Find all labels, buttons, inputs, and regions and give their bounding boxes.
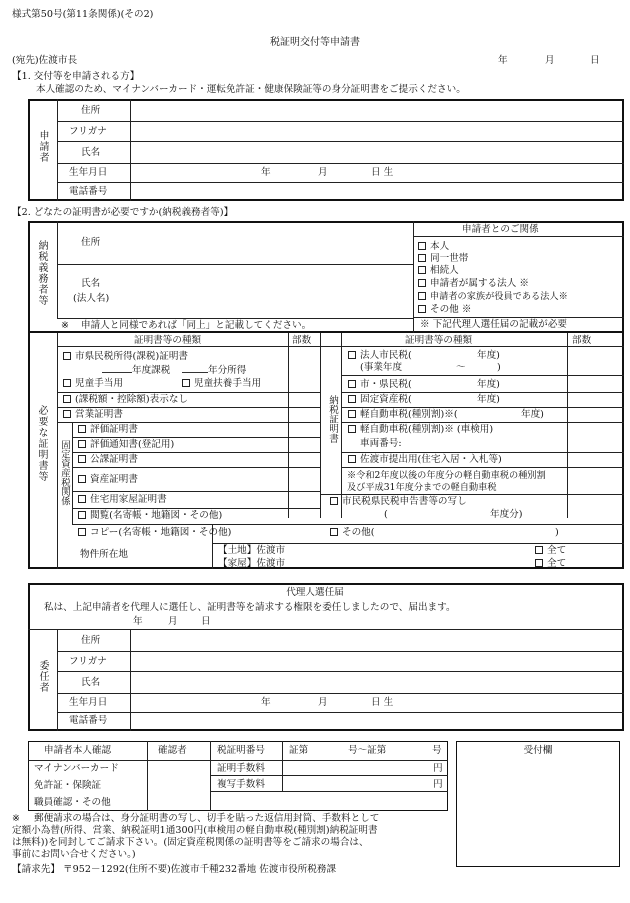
birth-day-label: 日 生 xyxy=(371,167,394,178)
addressee: (宛先)佐渡市長 xyxy=(12,55,78,66)
taxpayer-name-field[interactable] xyxy=(132,266,410,316)
footer-mark: ※ xyxy=(12,813,21,824)
checkbox[interactable] xyxy=(418,279,426,287)
relation-corp[interactable]: 申請者が属する法人 ※ xyxy=(418,278,529,290)
fixed-copy[interactable]: コピー(名寄帳・地籍図・その他) xyxy=(78,527,231,539)
fee-cert-label: 証明手数料 xyxy=(217,763,265,774)
date-year-label: 年 xyxy=(498,55,508,66)
applicant-name-field[interactable] xyxy=(132,143,620,162)
relation-self[interactable]: 本人 xyxy=(418,241,449,253)
fixed-housing-cert[interactable]: 住宅用家屋証明書 xyxy=(78,494,167,506)
date-day-label: 日 xyxy=(590,55,600,66)
reception-label: 受付欄 xyxy=(523,745,553,756)
fixed-browse[interactable]: 閲覧(名寄帳・地籍図・その他) xyxy=(78,510,222,522)
cert-no-header: 税証明番号 xyxy=(217,745,265,756)
proxy-birth-year: 年 xyxy=(261,697,271,708)
checkbox[interactable] xyxy=(418,254,426,262)
cert-range-3: 号 xyxy=(432,745,442,756)
checkbox[interactable] xyxy=(78,440,86,448)
applicant-name-label: 氏名 xyxy=(81,147,101,158)
taxpayer-note-mark: ※ xyxy=(61,320,70,331)
section2-heading: 【2. どなたの証明書が必要ですか(納税義務者等)】 xyxy=(12,207,234,218)
taxpayer-note: 申請人と同様であれば「同上」と記載してください。 xyxy=(81,320,312,331)
certs-count-header-left: 部数 xyxy=(292,335,312,346)
child-allowance[interactable]: 児童手当用 xyxy=(63,378,123,390)
checkbox[interactable] xyxy=(78,425,86,433)
fee-cert-yen: 円 xyxy=(433,763,443,774)
checkbox[interactable] xyxy=(78,495,86,503)
id-note: 本人確認のため、マイナンバーカード・運転免許証・健康保険証等の身分証明書をご提示ください。 xyxy=(36,84,466,95)
checkbox[interactable] xyxy=(348,351,356,359)
delegator-birth-label: 生年月日 xyxy=(69,697,108,708)
fixed-asset-cert[interactable]: 資産証明書 xyxy=(78,474,138,486)
checkbox[interactable] xyxy=(418,292,426,300)
relation-header: 申請者とのご関係 xyxy=(462,224,539,235)
applicant-furigana-field[interactable] xyxy=(132,123,620,140)
reiwa-note-2: 及び平成31年度分までの軽自動車税 xyxy=(347,482,497,493)
light-tax-year: 年度) xyxy=(521,409,544,420)
form-title: 税証明交付等申請書 xyxy=(270,37,360,48)
other-cert[interactable]: その他( xyxy=(330,527,375,539)
delegator-address-label: 住所 xyxy=(81,635,101,646)
applicant-group-label: 申請者 xyxy=(37,130,48,163)
other-close: ) xyxy=(555,527,559,538)
reception-box xyxy=(456,741,620,867)
business-tilde: ～ xyxy=(456,362,466,373)
applicant-phone-label: 電話番号 xyxy=(69,186,108,197)
certs-group-label: 必要な証明書等 xyxy=(36,405,47,482)
fixed-tax[interactable]: 固定資産税( xyxy=(348,394,412,406)
reiwa-note-1: ※令和2年度以後の年度分の軽自動車税の種別割 xyxy=(347,470,546,481)
income-year-income: 年分所得 xyxy=(182,365,246,377)
sado-submit[interactable]: 佐渡市提出用(住宅入居・入札等) xyxy=(348,454,502,466)
checkbox[interactable] xyxy=(330,528,338,536)
checkbox[interactable] xyxy=(535,546,543,554)
light-tax[interactable]: 軽自動車税(種別割)※( xyxy=(348,409,458,421)
delegator-furigana-field[interactable] xyxy=(132,653,620,670)
confirmer-header: 確認者 xyxy=(158,745,187,756)
proxy-birth-day: 日 生 xyxy=(371,697,394,708)
fee-copy-label: 複写手数料 xyxy=(217,779,265,790)
footer-line-2: 定額小為替(所得、営業、納税証明1通300円(車検用の軽自動車税(種別割)納税証明書 xyxy=(12,825,378,836)
delegator-phone-field[interactable] xyxy=(132,714,620,729)
birth-year-label: 年 xyxy=(261,167,271,178)
checkbox[interactable] xyxy=(78,455,86,463)
checkbox[interactable] xyxy=(535,559,543,567)
proxy-year-label: 年 xyxy=(133,616,143,627)
applicant-birth-label: 生年月日 xyxy=(69,167,108,178)
checkbox[interactable] xyxy=(182,379,190,387)
section1-heading: 【1. 交付等を申請される方】 xyxy=(12,71,140,82)
applicant-address-label: 住所 xyxy=(81,105,101,116)
no-amount[interactable]: (課税額・控除額)表示なし xyxy=(63,394,188,406)
relation-family-corp[interactable]: 申請者の家族が役員である法人※ xyxy=(418,291,568,303)
id-item-mynumber: マイナンバーカード xyxy=(34,763,119,774)
relation-household[interactable]: 同一世帯 xyxy=(418,253,468,265)
id-item-license: 免許証・保険証 xyxy=(34,780,102,791)
light-tax-inspection[interactable]: 軽自動車税(種別割)※ (車検用) xyxy=(348,424,493,436)
declaration-copy[interactable]: 市民税県民税申告書等の写し xyxy=(330,496,467,508)
proxy-birth-month: 月 xyxy=(318,697,328,708)
proxy-statement: 私は、上記申請者を代理人に選任し、証明書等を請求する権限を委任しましたので、届出ます。 xyxy=(44,602,456,613)
checkbox[interactable] xyxy=(78,528,86,536)
business-close: ) xyxy=(497,362,501,373)
checkbox[interactable] xyxy=(78,475,86,483)
taxpayer-name-label: 氏名 xyxy=(81,278,101,289)
fixed-asset-label: 固定資産税関係 xyxy=(59,440,70,506)
income-year-tax: 年度課税 xyxy=(102,365,170,377)
checkbox[interactable] xyxy=(63,352,71,360)
certs-type-header-left: 証明書等の種類 xyxy=(134,335,202,346)
checkbox[interactable] xyxy=(348,410,356,418)
footer-line-4: 事前にお問い合せください。) xyxy=(12,849,136,860)
taxpayer-corp-label: (法人名) xyxy=(73,293,110,304)
certs-count-header-right: 部数 xyxy=(572,335,592,346)
income-cert[interactable]: 市県民税所得(課税)証明書 xyxy=(63,351,188,363)
applicant-address-field[interactable] xyxy=(132,101,620,120)
checkbox[interactable] xyxy=(78,511,86,519)
corp-tax[interactable]: 法人市民税( xyxy=(348,350,412,362)
location-land: 【土地】佐渡市 xyxy=(218,545,286,556)
checkbox[interactable] xyxy=(348,425,356,433)
id-check-header: 申請者本人確認 xyxy=(44,745,112,756)
delegator-phone-label: 電話番号 xyxy=(69,715,108,726)
checkbox[interactable] xyxy=(348,395,356,403)
proxy-title: 代理人選任届 xyxy=(286,587,344,598)
checkbox[interactable] xyxy=(418,305,426,313)
checkbox[interactable] xyxy=(418,266,426,274)
checkbox[interactable] xyxy=(63,395,71,403)
vehicle-number: 車両番号: xyxy=(360,438,402,449)
taxpayer-group-label: 納税義務者等 xyxy=(36,240,47,306)
delegator-address-field[interactable] xyxy=(132,631,620,650)
declaration-open: ( xyxy=(384,509,388,520)
proxy-day-label: 日 xyxy=(201,616,211,627)
checkbox[interactable] xyxy=(418,242,426,250)
business-cert[interactable]: 営業証明書 xyxy=(63,409,123,421)
relation-note: ※ 下記代理人選任届の記載が必要 xyxy=(420,319,567,330)
date-month-label: 月 xyxy=(545,55,555,66)
delegator-name-label: 氏名 xyxy=(81,677,101,688)
child-support[interactable]: 児童扶養手当用 xyxy=(182,378,261,390)
relation-other[interactable]: その他 ※ xyxy=(418,304,471,316)
declaration-year: 年度分) xyxy=(490,509,523,520)
land-all[interactable]: 全て xyxy=(535,545,566,557)
location-house: 【家屋】佐渡市 xyxy=(218,558,286,569)
delegator-name-field[interactable] xyxy=(132,673,620,692)
business-year: (事業年度 xyxy=(360,362,403,373)
house-all[interactable]: 全て xyxy=(535,558,566,570)
applicant-furigana-label: フリガナ xyxy=(69,126,107,137)
city-tax-year: 年度) xyxy=(477,379,500,390)
checkbox[interactable] xyxy=(330,497,338,505)
cert-range-1: 証第 xyxy=(289,745,309,756)
location-label: 物件所在地 xyxy=(80,549,128,560)
form-number: 様式第50号(第11条関係)(その2) xyxy=(12,9,154,20)
applicant-phone-field[interactable] xyxy=(132,184,620,199)
checkbox[interactable] xyxy=(63,410,71,418)
id-item-staff: 職員確認・その他 xyxy=(34,797,111,808)
taxpayer-address-field[interactable] xyxy=(132,224,410,262)
footer-line-3: は無料))を同封してご請求下さい。(固定資産税関係の証明書等をご請求の場合は、 xyxy=(12,837,369,848)
request-address: 【請求先】 〒952－1292(住所不要)佐渡市千種232番地 佐渡市役所税務課 xyxy=(12,864,337,875)
birth-month-label: 月 xyxy=(318,167,328,178)
fixed-eval-notice[interactable]: 評価通知書(登記用) xyxy=(78,439,174,451)
checkbox[interactable] xyxy=(348,455,356,463)
city-tax[interactable]: 市・県民税( xyxy=(348,379,412,391)
fixed-eval-cert[interactable]: 評価証明書 xyxy=(78,424,138,436)
checkbox[interactable] xyxy=(348,380,356,388)
certs-type-header-right: 証明書等の種類 xyxy=(405,335,473,346)
footer-line-1: 郵便請求の場合は、身分証明書の写し、切手を貼った返信用封筒、手数料として xyxy=(34,813,380,824)
taxpayer-address-label: 住所 xyxy=(81,237,101,248)
delegator-group-label: 委任者 xyxy=(37,660,48,693)
delegator-furigana-label: フリガナ xyxy=(69,656,107,667)
fee-copy-yen: 円 xyxy=(433,779,443,790)
tax-cert-label: 納税証明書 xyxy=(327,395,338,443)
fixed-public-cert[interactable]: 公課証明書 xyxy=(78,454,138,466)
proxy-month-label: 月 xyxy=(168,616,178,627)
corp-tax-year: 年度) xyxy=(477,350,500,361)
fixed-tax-year: 年度) xyxy=(477,394,500,405)
checkbox[interactable] xyxy=(63,379,71,387)
relation-heir[interactable]: 相続人 xyxy=(418,265,459,277)
cert-range-2: 号～証第 xyxy=(348,745,387,756)
